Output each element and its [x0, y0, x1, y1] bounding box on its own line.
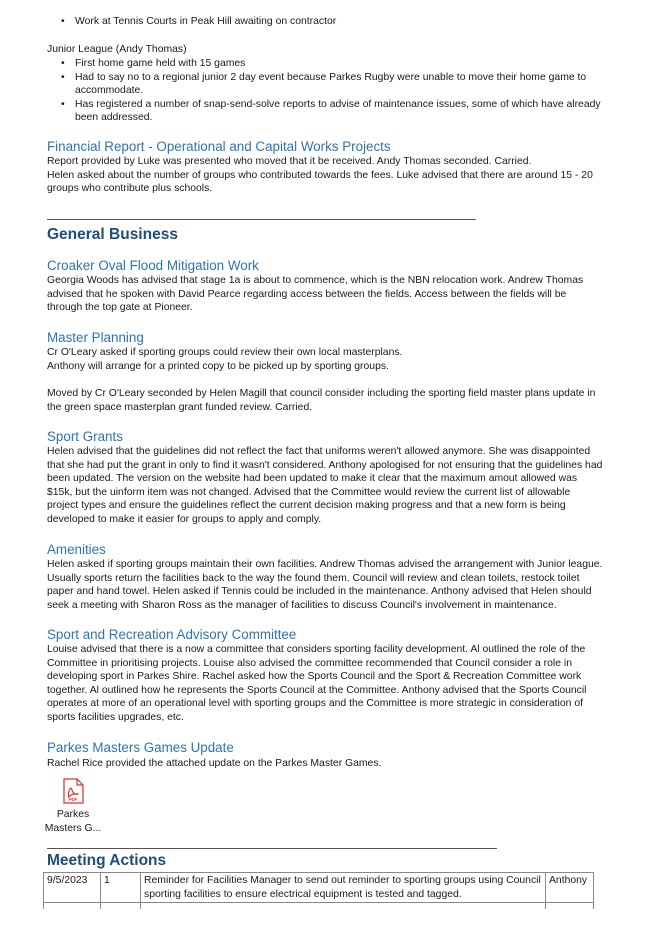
meeting-actions-heading: Meeting Actions [47, 852, 167, 869]
tennis-bullet-list [47, 15, 603, 29]
junior-league-heading: Junior League (Andy Thomas) [47, 44, 187, 55]
financial-line: Report provided by Luke was presented who moved that it be received. Andy Thomas seconded. Carried. [47, 156, 532, 167]
master-planning-heading: Master Planning [47, 330, 144, 345]
list-item: • First home game held with 15 games [47, 57, 603, 71]
sport-grants-heading: Sport Grants [47, 429, 123, 444]
attachment-label-line: Parkes [56, 809, 90, 820]
pdf-file-icon[interactable] [62, 778, 84, 804]
master-planning-motion: Moved by Cr O'Leary seconded by Helen Magill that council consider including the sporting field master plans update in the green space masterplan grant funded review. Carried. [47, 388, 596, 413]
table-row [44, 873, 594, 903]
action-owner-cell: Anthony [546, 873, 594, 903]
sport-rec-committee-heading: Sport and Recreation Advisory Committee [47, 627, 297, 642]
meeting-actions-table [43, 872, 594, 909]
master-planning-line: Anthony will arrange for a printed copy to be picked up by sporting groups. [47, 360, 389, 372]
section-divider [47, 219, 476, 220]
action-date-cell: 9/5/2023 [44, 873, 101, 903]
empty-cell [546, 903, 594, 910]
attachment-label-line: Masters G... [44, 823, 102, 834]
empty-cell [101, 903, 141, 910]
action-number-cell: 1 [101, 873, 141, 903]
financial-report-heading: Financial Report - Operational and Capital Works Projects [47, 139, 391, 154]
junior-league-bullets [47, 57, 603, 125]
amenities-body: Helen asked if sporting groups maintain their own facilities. Andrew Thomas advised the arrangement with Junior league. Usually sports return the facilities back to the way the found them. Council will review and clean toilets, restock toilet paper and hand towel. Helen asked if Tennis could be included in the maintenance. Anthony advised that Helen should seek a meeting with Sharon Ross as the manager of facilities to discuss Council's involvement in maintenance. [47, 559, 603, 611]
pdf-icon-text: PDF [68, 797, 78, 802]
master-planning-line: Cr O'Leary asked if sporting groups could review their own local masterplans. [47, 347, 403, 358]
table-row [44, 903, 594, 910]
master-planning-body [47, 346, 603, 373]
general-business-heading: General Business [47, 226, 178, 243]
croaker-oval-body: Georgia Woods has advised that stage 1a is about to commence, which is the NBN relocation work. Andrew Thomas advised that he spoken with David Pearce regarding access between the fields. Access between the fields will be through the top gate at Pioneer. [47, 275, 584, 314]
empty-cell [141, 903, 546, 910]
masters-games-heading: Parkes Masters Games Update [47, 740, 234, 755]
empty-cell [44, 903, 101, 910]
amenities-heading: Amenities [47, 542, 106, 557]
croaker-oval-heading: Croaker Oval Flood Mitigation Work [47, 258, 259, 273]
attachment-label[interactable] [40, 808, 106, 836]
list-item: • Had to say no to a regional junior 2 day event because Parkes Rugby were unable to move their home game to accommodate. [47, 71, 603, 98]
list-item: • Work at Tennis Courts in Peak Hill awaiting on contractor [47, 15, 603, 29]
section-divider [47, 848, 497, 849]
sport-grants-body: Helen advised that the guidelines did not reflect the fact that uniforms weren't allowed anymore. She was disappointed that she had put the grant in only to find it wasn't considered. Anthony apologised for not ensuring that the guidelines had been updated. The version on the website had been updated to make it clear that the maximum amout allowed was $15k, but the uinform item was not changed. Advised that the Committee would review the current list of allowable project types and ensure the guidelines reflect the current decision making progress and that a new form is being developed to make it easier for groups to apply and comply. [47, 446, 603, 525]
financial-line: Helen asked about the number of groups who contributed towards the fees. Luke advised that there are around 15 - 20 groups who contribute plus schools. [47, 169, 593, 195]
action-description-cell: Reminder for Facilities Manager to send out reminder to sporting groups using Council sporting facilities to ensure electrical equipment is tested and tagged. [141, 873, 546, 903]
masters-games-body: Rachel Rice provided the attached update on the Parkes Master Games. [47, 758, 382, 769]
sport-rec-committee-body: Louise advised that there is a now a committee that considers sporting facility development. Al outlined the role of the Committee in prioritising projects. Louise also advised the committee recommended that Council consider a role in developing sport in Parkes Shire. Rachel asked how the Sports Council and the Sport & Recreation Committee work together. Al outlined how he represents the Sports Council at the Committee. Anthony advised that the Sports Council operates at more of an operational level with sporting groups and the Committee is more strategic in consideration of sports facilities upgrades, etc. [47, 644, 587, 723]
financial-report-body [47, 155, 603, 196]
list-item: • Has registered a number of snap-send-solve reports to advise of maintenance issues, some of which have already been addressed. [47, 98, 603, 125]
